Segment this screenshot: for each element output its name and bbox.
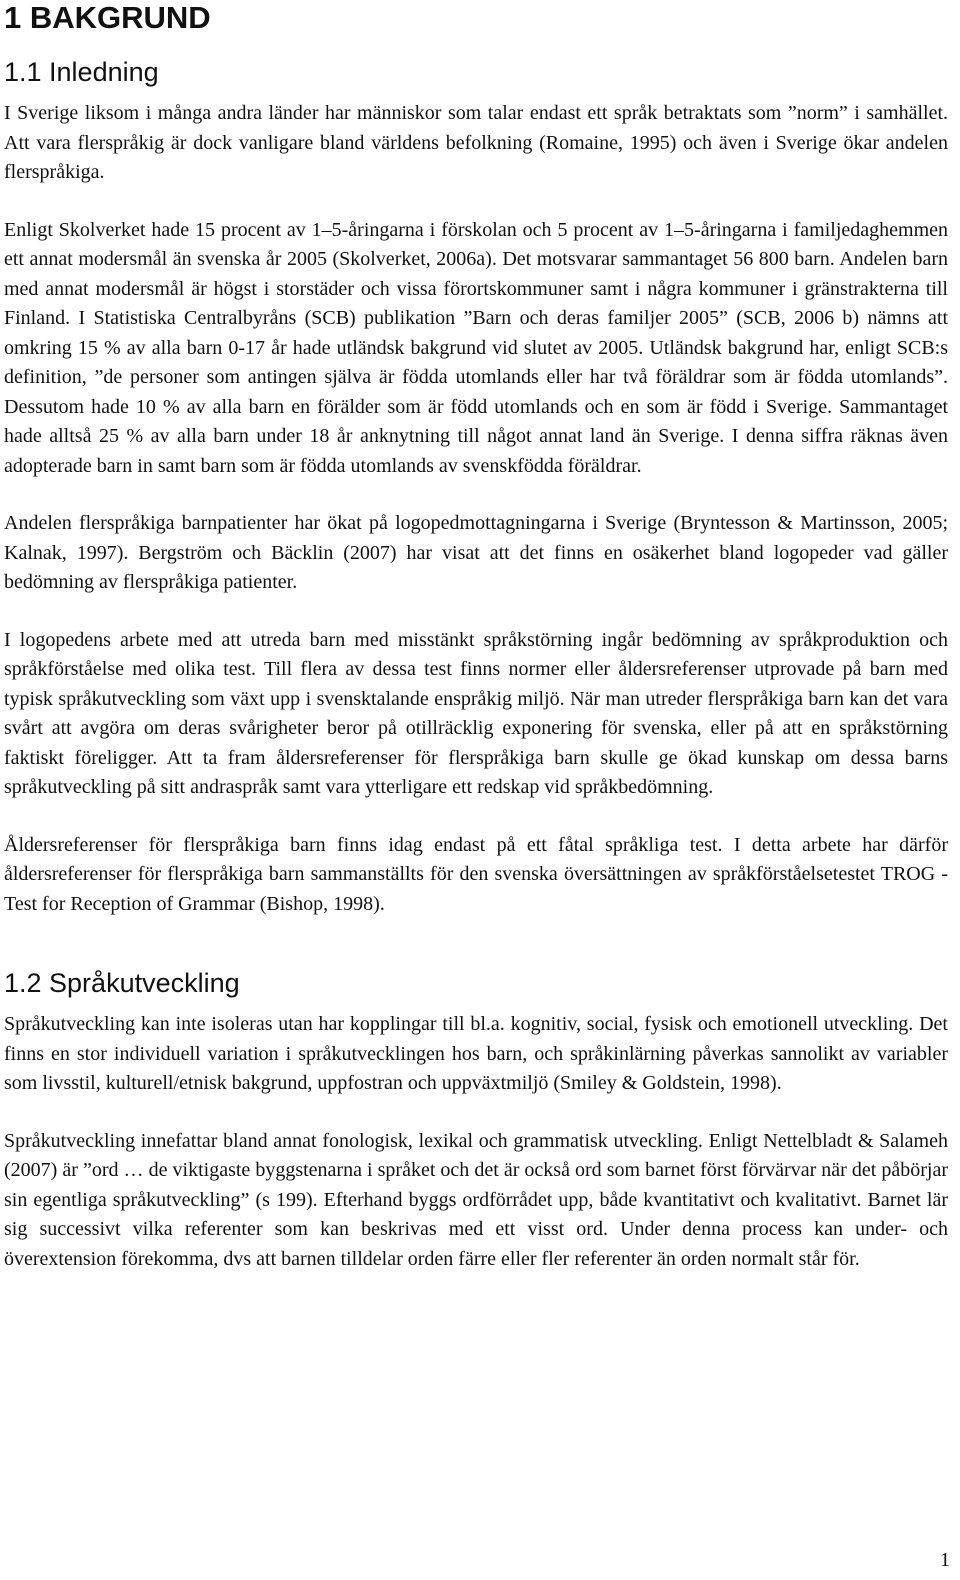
section-heading: 1 BAKGRUND: [4, 0, 211, 35]
paragraph: Språkutveckling innefattar bland annat fonologisk, lexikal och grammatisk utveckling. Enligt Nettelbladt & Salameh (2007) är ”ord … de viktigaste byggstenarna i språket och det är också ord som barnet först förvärvar när det påbörjar sin egentliga språkutveckling” (s 199). Efterhand byggs ordförrådet upp, både kvantitativt och kvalitativt. Barnet lär sig successivt vilka referenter som kan beskrivas med ett visst ord. Under denna process kan under- och överextension förekomma, dvs att barnen tilldelar orden färre eller fler referenter än orden normalt står för.: [4, 1129, 948, 1270]
paragraph: Enligt Skolverket hade 15 procent av 1–5-åringarna i förskolan och 5 procent av 1–5-åringarna i familjedaghemmen ett annat modersmål än svenska år 2005 (Skolverket, 2006a). Det motsvarar sammantaget 56 800 barn. Andelen barn med annat modersmål är högst i storstäder och vissa förortskommuner samt i några kommuner i gränstrakterna till Finland. I Statistiska Centralbyråns (SCB) publikation ”Barn och deras familjer 2005” (SCB, 2006 b) nämns att omkring 15 % av alla barn 0-17 år hade utländsk bakgrund vid slutet av 2005. Utländsk bakgrund har, enligt SCB:s definition, ”de personer som antingen själva är födda utomlands eller har två föräldrar som är födda utomlands”. Dessutom hade 10 % av alla barn en förälder som är född utomlands och en som är född i Sverige. Sammantaget hade alltså 25 % av alla barn under 18 år anknytning till något annat land än Sverige. I denna siffra räknas även adopterade barn in samt barn som är födda utomlands av svenskfödda föräldrar.: [4, 218, 948, 477]
paragraph: Andelen flerspråkiga barnpatienter har ökat på logopedmottagningarna i Sverige (Bryntesson & Martinsson, 2005; Kalnak, 1997). Bergström och Bäcklin (2007) har visat att det finns en osäkerhet bland logopeder vad gäller bedömning av flerspråkiga patienter.: [4, 512, 948, 593]
paragraph: Åldersreferenser för flerspråkiga barn finns idag endast på ett fåtal språkliga test. I detta arbete har därför åldersreferenser för flerspråkiga barn sammanställts för den svenska översättningen av språkförståelsetestet TROG - Test for Reception of Grammar (Bishop, 1998).: [4, 833, 948, 915]
subsection-heading-sprakutveckling: 1.2 Språkutveckling: [4, 968, 240, 998]
paragraph: I Sverige liksom i många andra länder har människor som talar endast ett språk betraktats som ”norm” i samhället. Att vara flerspråkig är dock vanligare bland världens befolkning (Romaine, 1995) och även i Sverige ökar andelen flerspråkiga.: [4, 102, 948, 183]
paragraph: Språkutveckling kan inte isoleras utan har kopplingar till bl.a. kognitiv, social, fysisk och emotionell utveckling. Det finns en stor individuell variation i språkutvecklingen hos barn, och språkinlärning påverkas sannolikt av variabler som livsstil, kulturell/etnisk bakgrund, uppfostran och uppväxtmiljö (Smiley & Goldstein, 1998).: [4, 1013, 948, 1094]
page-content: [4, 0, 948, 1274]
paragraph: I logopedens arbete med att utreda barn med misstänkt språkstörning ingår bedömning av språkproduktion och språkförståelse med olika test. Till flera av dessa test finns normer eller åldersreferenser utprovade på barn med typisk språkutveckling som växt upp i svensktalande enspråkig miljö. När man utreder flerspråkiga barn kan det vara svårt att avgöra om deras svårigheter beror på otillräcklig exponering för svenska, eller på att en språkstörning faktiskt föreligger. Att ta fram åldersreferenser för flerspråkiga barn skulle ge ökad kunskap om dessa barns språkutveckling på sitt andraspråk samt vara ytterligare ett redskap vid språkbedömning.: [4, 628, 948, 798]
page-number: 1: [940, 1549, 950, 1571]
subsection-heading-inledning: 1.1 Inledning: [4, 57, 159, 87]
